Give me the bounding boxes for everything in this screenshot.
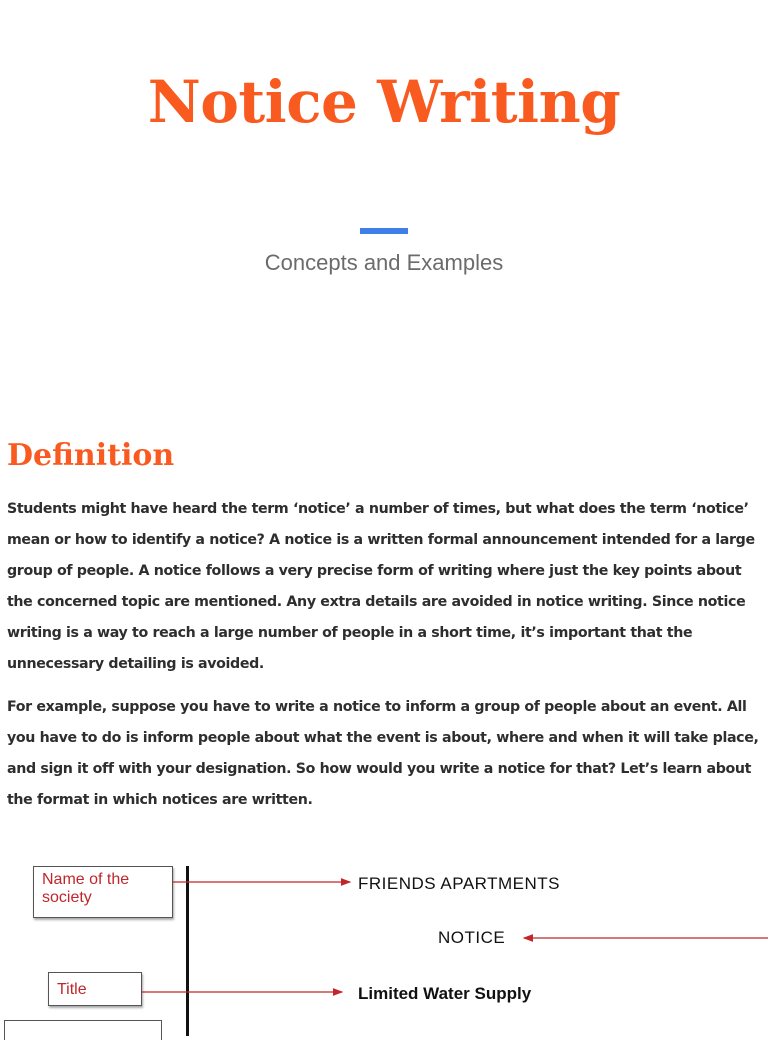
society-name-text: FRIENDS APARTMENTS — [358, 874, 561, 893]
label-title: Title — [48, 972, 142, 1006]
definition-heading: Definition — [7, 438, 175, 473]
page-subtitle: Concepts and Examples — [264, 250, 504, 275]
notice-format-diagram — [0, 862, 768, 1024]
notice-word-text: NOTICE — [438, 928, 506, 947]
definition-paragraph-1: Students might have heard the term ‘notice’ a number of times, but what does the term ‘notice’ mean or how to identify a notice? A notice is a written formal announcement intended for a large group of people. A notice follows a very precise form of writing where just the key points about the concerned topic are mentioned. Any extra details are avoided in notice writing. Since notice writing is a way to reach a large number of people in a short time, it’s important that the unnecessary detailing is avoided. — [7, 501, 755, 672]
label-name-of-society: Name of the society — [33, 866, 173, 918]
title-accent-bar — [360, 228, 408, 234]
definition-paragraph-2: For example, suppose you have to write a notice to inform a group of people about an event. All you have to do is inform people about what the event is about, where and when it will take place, and sign it off with your designation. So how would you write a notice for that? Let’s learn about the format in which notices are written. — [7, 699, 759, 808]
notice-title-text: Limited Water Supply — [358, 984, 532, 1003]
page-title: Notice Writing — [147, 68, 621, 136]
